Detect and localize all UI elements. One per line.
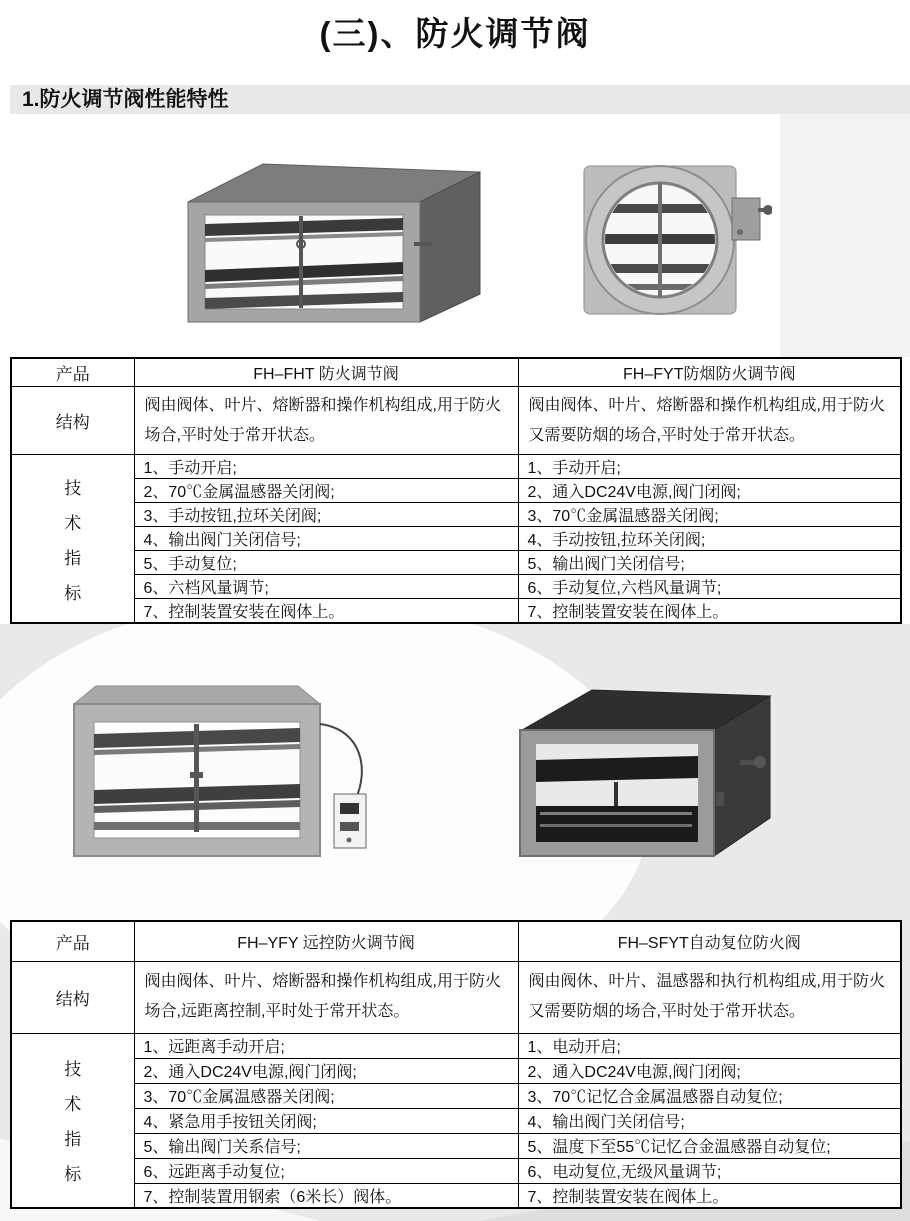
t2-tech-label xyxy=(11,1033,134,1208)
t1-tech-a-6: 6、六档风量调节; xyxy=(134,575,518,599)
t2-tech-b-7: 7、控制装置安装在阀体上。 xyxy=(518,1183,901,1208)
t1-tech-char: 指 xyxy=(64,548,82,568)
t2-tech-label-chars xyxy=(13,1055,133,1185)
t1-col-a-title: FH–FHT 防火调节阀 xyxy=(134,358,518,387)
t2-tech-char: 术 xyxy=(64,1095,82,1115)
t1-tech-a-5: 5、手动复位; xyxy=(134,551,518,575)
t2-structure-label: 结构 xyxy=(11,961,134,1033)
t2-tech-b-6: 6、电动复位,无级风量调节; xyxy=(518,1158,901,1183)
t1-tech-a-4: 4、输出阀门关闭信号; xyxy=(134,527,518,551)
t1-tech-label-chars xyxy=(13,474,133,604)
t1-tech-b-7: 7、控制装置安装在阀体上。 xyxy=(518,599,901,624)
t2-tech-a-7: 7、控制装置用钢索（6米长）阀体。 xyxy=(134,1183,518,1208)
damper-rod xyxy=(614,782,618,806)
t1-tech-a-1: 1、手动开启; xyxy=(134,455,518,479)
damper-actuator-box xyxy=(732,198,772,240)
t1-tech-b-1: 1、手动开启; xyxy=(518,455,901,479)
t2-tech-a-4: 4、紧急用手按钮关闭阀; xyxy=(134,1108,518,1133)
t1-tech-a-3: 3、手动按钮,拉环关闭阀; xyxy=(134,503,518,527)
t2-tech-char: 技 xyxy=(64,1060,82,1080)
t2-col-a-title: FH–YFY 远控防火调节阀 xyxy=(134,921,518,961)
t1-tech-b-4: 4、手动按钮,拉环关闭阀; xyxy=(518,527,901,551)
t1-product-label: 产品 xyxy=(11,358,134,387)
t1-tech-b-5: 5、输出阀门关闭信号; xyxy=(518,551,901,575)
t2-tech-a-2: 2、通入DC24V电源,阀门闭阀; xyxy=(134,1058,518,1083)
spec-table-yfy-sfyt xyxy=(10,920,902,1209)
t2-tech-b-1: 1、电动开启; xyxy=(518,1033,901,1058)
product-photo-yfy xyxy=(66,676,372,866)
t1-structure-label: 结构 xyxy=(11,387,134,455)
t1-tech-char: 术 xyxy=(64,513,82,533)
spec-table-fht-fyt xyxy=(10,357,902,624)
t2-tech-a-1: 1、远距离手动开启; xyxy=(134,1033,518,1058)
t1-tech-a-7: 7、控制装置安装在阀体上。 xyxy=(134,599,518,624)
damper-rod xyxy=(658,183,662,297)
t2-tech-a-3: 3、70℃金属温感器关闭阀; xyxy=(134,1083,518,1108)
t2-tech-b-5: 5、温度下至55℃记忆合金温感器自动复位; xyxy=(518,1133,901,1158)
section-heading: 1.防火调节阀性能特性 xyxy=(10,85,910,114)
t2-tech-char: 标 xyxy=(64,1165,82,1185)
t2-tech-a-5: 5、输出阀门关系信号; xyxy=(134,1133,518,1158)
background-band-right xyxy=(780,112,910,357)
product-photo-fyt xyxy=(572,146,772,334)
t1-tech-b-6: 6、手动复位,六档风量调节; xyxy=(518,575,901,599)
t1-tech-b-2: 2、通入DC24V电源,阀门闭阀; xyxy=(518,479,901,503)
product-photo-fht xyxy=(168,146,486,334)
t1-tech-a-2: 2、70℃金属温感器关闭阀; xyxy=(134,479,518,503)
page-title: (三)、防火调节阀 xyxy=(319,15,591,52)
t1-structure-a: 阀由阀体、叶片、熔断器和操作机构组成,用于防火场合,平时处于常开状态。 xyxy=(134,387,518,455)
t2-tech-char: 指 xyxy=(64,1130,82,1150)
t2-structure-b: 阀由阀休、叶片、温感器和执行机构组成,用于防火又需要防烟的场合,平时处于常开状态。 xyxy=(518,961,901,1033)
t2-product-label: 产品 xyxy=(11,921,134,961)
t1-structure-b: 阀由阀体、叶片、熔断器和操作机构组成,用于防火又需要防烟的场合,平时处于常开状态。 xyxy=(518,387,901,455)
t1-tech-char: 标 xyxy=(64,583,82,603)
t2-col-b-title: FH–SFYT自动复位防火阀 xyxy=(518,921,901,961)
t2-tech-a-6: 6、远距离手动复位; xyxy=(134,1158,518,1183)
remote-control-box xyxy=(320,724,366,848)
t2-tech-b-3: 3、70℃记忆合金属温感器自动复位; xyxy=(518,1083,901,1108)
t2-structure-a: 阀由阀体、叶片、熔断器和操作机构组成,用于防火场合,远距离控制,平时处于常开状态。 xyxy=(134,961,518,1033)
t2-tech-b-4: 4、输出阀门关闭信号; xyxy=(518,1108,901,1133)
t1-col-b-title: FH–FYT防烟防火调节阀 xyxy=(518,358,901,387)
t2-tech-b-2: 2、通入DC24V电源,阀门闭阀; xyxy=(518,1058,901,1083)
t1-tech-char: 技 xyxy=(64,478,82,498)
t1-tech-b-3: 3、70℃金属温感器关闭阀; xyxy=(518,503,901,527)
t1-tech-label xyxy=(11,455,134,624)
product-photo-sfyt xyxy=(502,672,782,866)
